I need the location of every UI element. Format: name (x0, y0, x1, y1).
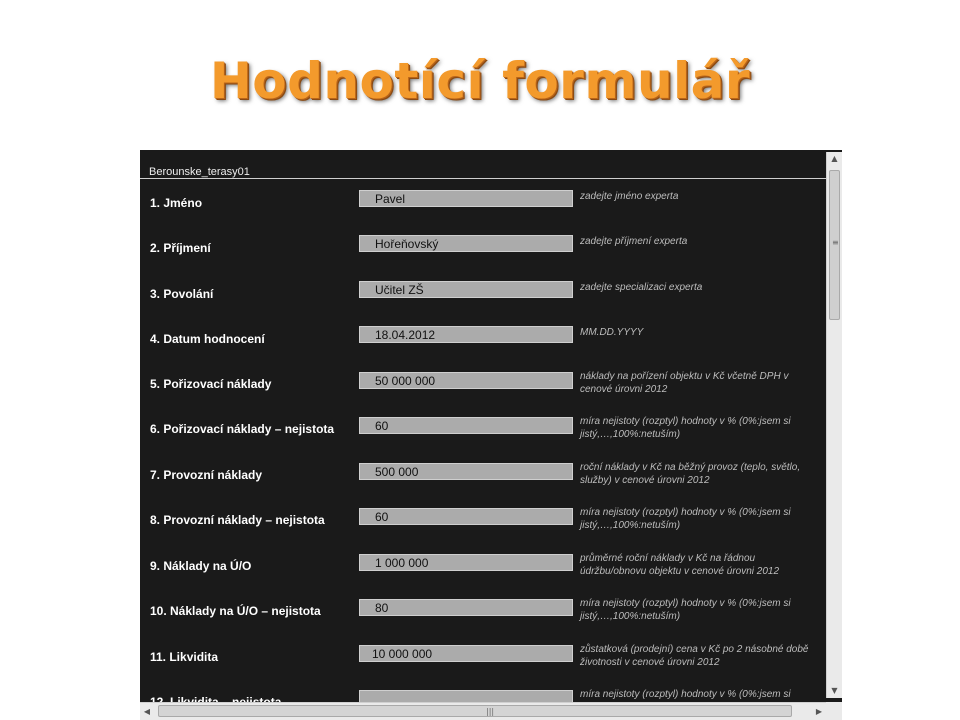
form-row-acquisition-cost (140, 372, 826, 417)
field-hint: MM.DD.YYYY (580, 327, 644, 338)
slide-title: Hodnotící formulář (209, 52, 751, 110)
form-row-liquidity (140, 645, 826, 690)
liquidity-input[interactable] (359, 645, 573, 662)
arrow-right-icon[interactable]: ▶ (815, 707, 823, 716)
field-hint: míra nejistoty (rozptyl) hodnoty v % (0%:jsem si jistý,…,100%:netuším) (580, 598, 791, 622)
operating-cost-input[interactable] (359, 463, 573, 480)
scrollbar-corner (826, 702, 842, 720)
field-hint: náklady na pořízení objektu v Kč včetně DPH v cenové úrovni 2012 (580, 371, 789, 395)
field-hint: míra nejistoty (rozptyl) hodnoty v % (0%:jsem si jistý,…,100%:netuším) (580, 416, 791, 440)
profession-input[interactable] (359, 281, 573, 298)
vertical-scrollbar[interactable] (826, 152, 842, 698)
arrow-down-icon[interactable]: ▼ (831, 686, 838, 695)
form-row-date (140, 326, 826, 371)
form-row-maintenance-cost (140, 554, 826, 599)
form-window (140, 150, 842, 720)
form-row-operating-uncertainty (140, 508, 826, 553)
maintenance-cost-input[interactable] (359, 554, 573, 571)
form-row-name (140, 190, 826, 235)
form-row-operating-cost (140, 463, 826, 508)
title-divider (140, 178, 826, 179)
grip-icon: ||| (486, 707, 495, 716)
field-label: 8. Provozní náklady – nejistota (150, 513, 325, 527)
form-row-profession (140, 281, 826, 326)
grip-icon: ≡ (832, 238, 839, 247)
field-hint: míra nejistoty (rozptyl) hodnoty v % (0%:jsem si jistý,…,100%:netuším) (580, 507, 791, 531)
field-hint: zadejte specializaci experta (580, 282, 703, 293)
vertical-scroll-thumb[interactable] (829, 170, 840, 320)
form-row-surname (140, 235, 826, 280)
name-input[interactable] (359, 190, 573, 207)
evaluation-date-input[interactable] (359, 326, 573, 343)
field-hint: míra nejistoty (rozptyl) hodnoty v % (0%:jsem si (580, 689, 791, 700)
field-label: 9. Náklady na Ú/O (150, 559, 252, 573)
maintenance-uncertainty-input[interactable] (359, 599, 573, 616)
horizontal-scrollbar[interactable] (140, 702, 826, 720)
window-title: Berounske_terasy01 (149, 166, 250, 178)
acquisition-cost-input[interactable] (359, 372, 573, 389)
field-label: 6. Pořizovací náklady – nejistota (150, 422, 335, 436)
form-row-acquisition-uncertainty (140, 417, 826, 462)
field-hint: zadejte příjmení experta (580, 236, 688, 247)
field-label: 11. Likvidita (150, 650, 219, 664)
surname-input[interactable] (359, 235, 573, 252)
field-hint: roční náklady v Kč na běžný provoz (teplo, světlo, služby) v cenové úrovni 2012 (580, 462, 801, 486)
field-label: 7. Provozní náklady (150, 468, 263, 482)
arrow-up-icon[interactable]: ▲ (831, 154, 838, 163)
field-hint: zůstatková (prodejní) cena v Kč po 2 násobné době životnosti v cenové úrovni 2012 (580, 644, 809, 668)
field-label: 1. Jméno (150, 196, 203, 210)
form-row-maintenance-uncertainty (140, 599, 826, 644)
field-label: 4. Datum hodnocení (150, 332, 265, 346)
arrow-left-icon[interactable]: ◀ (143, 707, 151, 716)
operating-uncertainty-input[interactable] (359, 508, 573, 525)
horizontal-scroll-thumb[interactable] (158, 705, 792, 717)
field-label: 3. Povolání (150, 287, 214, 301)
field-hint: zadejte jméno experta (580, 191, 679, 202)
field-label: 2. Příjmení (150, 241, 211, 255)
field-label: 10. Náklady na Ú/O – nejistota (150, 604, 321, 618)
field-hint: průměrné roční náklady v Kč na řádnou údržbu/obnovu objektu v cenové úrovni 2012 (580, 553, 780, 577)
acquisition-uncertainty-input[interactable] (359, 417, 573, 434)
field-label: 5. Pořizovací náklady (150, 377, 272, 391)
